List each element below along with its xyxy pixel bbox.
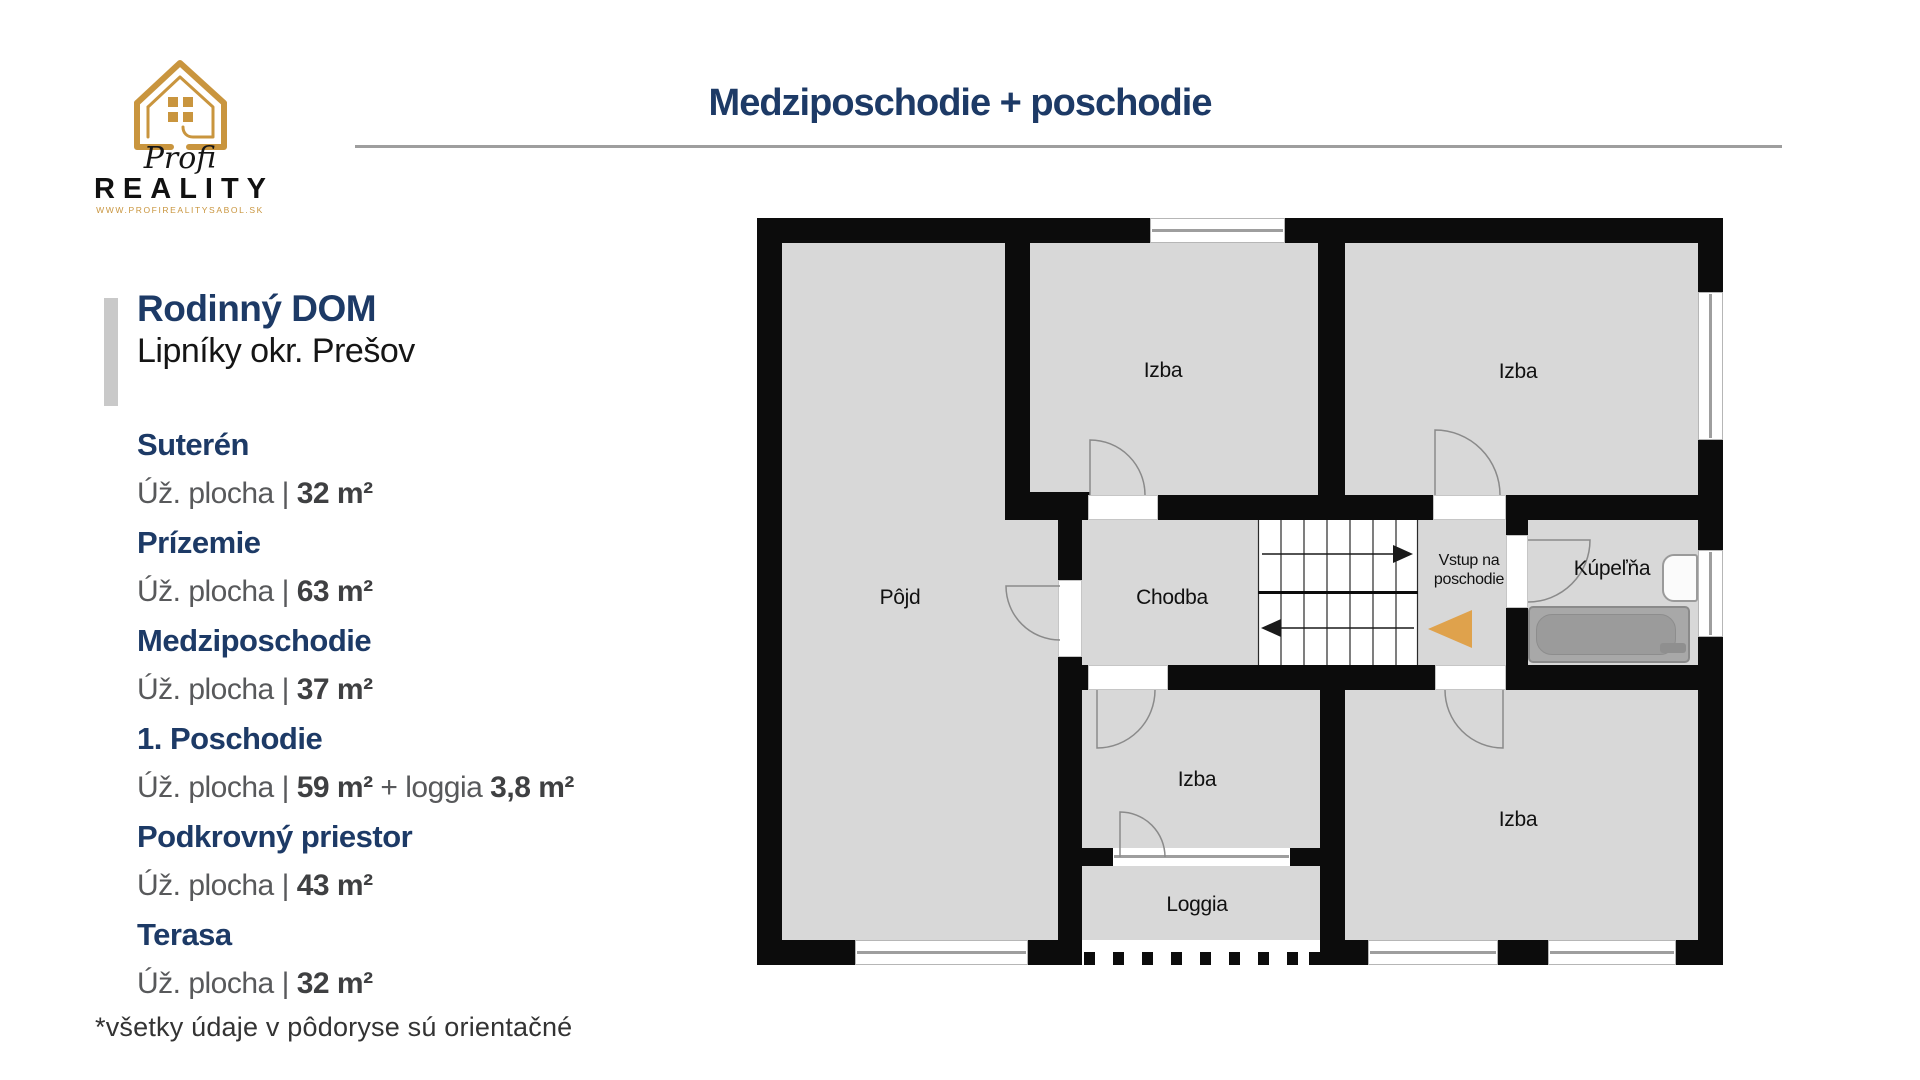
logo-name-text: REALITY [93, 173, 275, 205]
window [1368, 940, 1498, 965]
vstup-line2: poschodie [1433, 571, 1505, 588]
area-sections [137, 420, 697, 1008]
section-prizemie [137, 518, 697, 616]
section-terasa [137, 910, 697, 1008]
door-opening [1433, 495, 1506, 520]
window [855, 940, 1028, 965]
section-value: Úž. plocha | 59 m² + loggia 3,8 m² [137, 771, 574, 804]
section-label: Terasa [137, 917, 232, 952]
logo-script-text: Profi [143, 141, 217, 176]
section-label: Medziposchodie [137, 623, 372, 658]
room-label-chodba: Chodba [1136, 586, 1208, 609]
loggia-railing [1082, 940, 1320, 965]
disclaimer-footnote: *všetky údaje v pôdoryse sú orientačné [95, 1012, 573, 1042]
wall-segment [1005, 218, 1030, 492]
section-podkrovie [137, 812, 697, 910]
section-label: 1. Poschodie [137, 721, 323, 756]
wall-segment [1320, 665, 1345, 940]
door-opening [1435, 665, 1506, 690]
room-label-izba: Izba [1177, 768, 1217, 791]
accent-bar [104, 298, 118, 406]
section-value: Úž. plocha | 32 m² [137, 477, 373, 510]
section-label: Prízemie [137, 525, 261, 560]
toilet [1662, 554, 1698, 602]
door-opening [1088, 665, 1168, 690]
section-value: Úž. plocha | 43 m² [137, 869, 373, 902]
door-opening [1506, 535, 1528, 608]
property-location: Lipníky okr. Prešov [137, 332, 415, 370]
wall-segment [1168, 665, 1435, 690]
page-title: Medziposchodie + poschodie [708, 82, 1212, 124]
section-suteren [137, 420, 697, 518]
staircase [1258, 520, 1418, 665]
section-value: Úž. plocha | 63 m² [137, 575, 373, 608]
wall-partition-loggia [1290, 848, 1320, 866]
wall-segment [1058, 665, 1088, 690]
section-value: Úž. plocha | 37 m² [137, 673, 373, 706]
room-label-pojd: Pôjd [879, 586, 921, 609]
bathtub-inner [1536, 614, 1676, 655]
logo [85, 55, 275, 220]
room-label-izba: Izba [1498, 360, 1538, 383]
section-value: Úž. plocha | 32 m² [137, 967, 373, 1000]
floor-plan [757, 218, 1723, 965]
window [1548, 940, 1676, 965]
vstup-line1: Vstup na [1438, 552, 1500, 569]
window [1150, 218, 1285, 243]
room-label-loggia: Loggia [1166, 893, 1228, 916]
section-label: Suterén [137, 427, 249, 462]
room-label-izba: Izba [1498, 808, 1538, 831]
section-label: Podkrovný priestor [137, 819, 413, 854]
wall-segment [1318, 218, 1345, 520]
logo-url-text: WWW.PROFIREALITYSABOL.SK [96, 205, 264, 215]
wall-outer-left [757, 218, 782, 965]
window [1698, 292, 1723, 440]
bathtub-faucet [1660, 643, 1686, 653]
wall-segment [1058, 495, 1088, 520]
section-poschodie [137, 714, 697, 812]
door-opening [1088, 495, 1158, 520]
wall-partition-loggia [1082, 848, 1113, 866]
wall-segment [1158, 495, 1433, 520]
loggia-glazing [1113, 848, 1290, 866]
room-label-vstup [1434, 551, 1504, 589]
door-opening [1058, 580, 1082, 657]
wall-segment [1506, 665, 1723, 690]
section-medziposchodie [137, 616, 697, 714]
window [1698, 550, 1723, 637]
title-divider [355, 145, 1782, 148]
property-name: Rodinný DOM [137, 288, 377, 329]
wall-segment [1506, 495, 1723, 520]
room-label-kupelna: Kúpeľňa [1573, 557, 1651, 580]
room-label-izba: Izba [1143, 359, 1183, 382]
